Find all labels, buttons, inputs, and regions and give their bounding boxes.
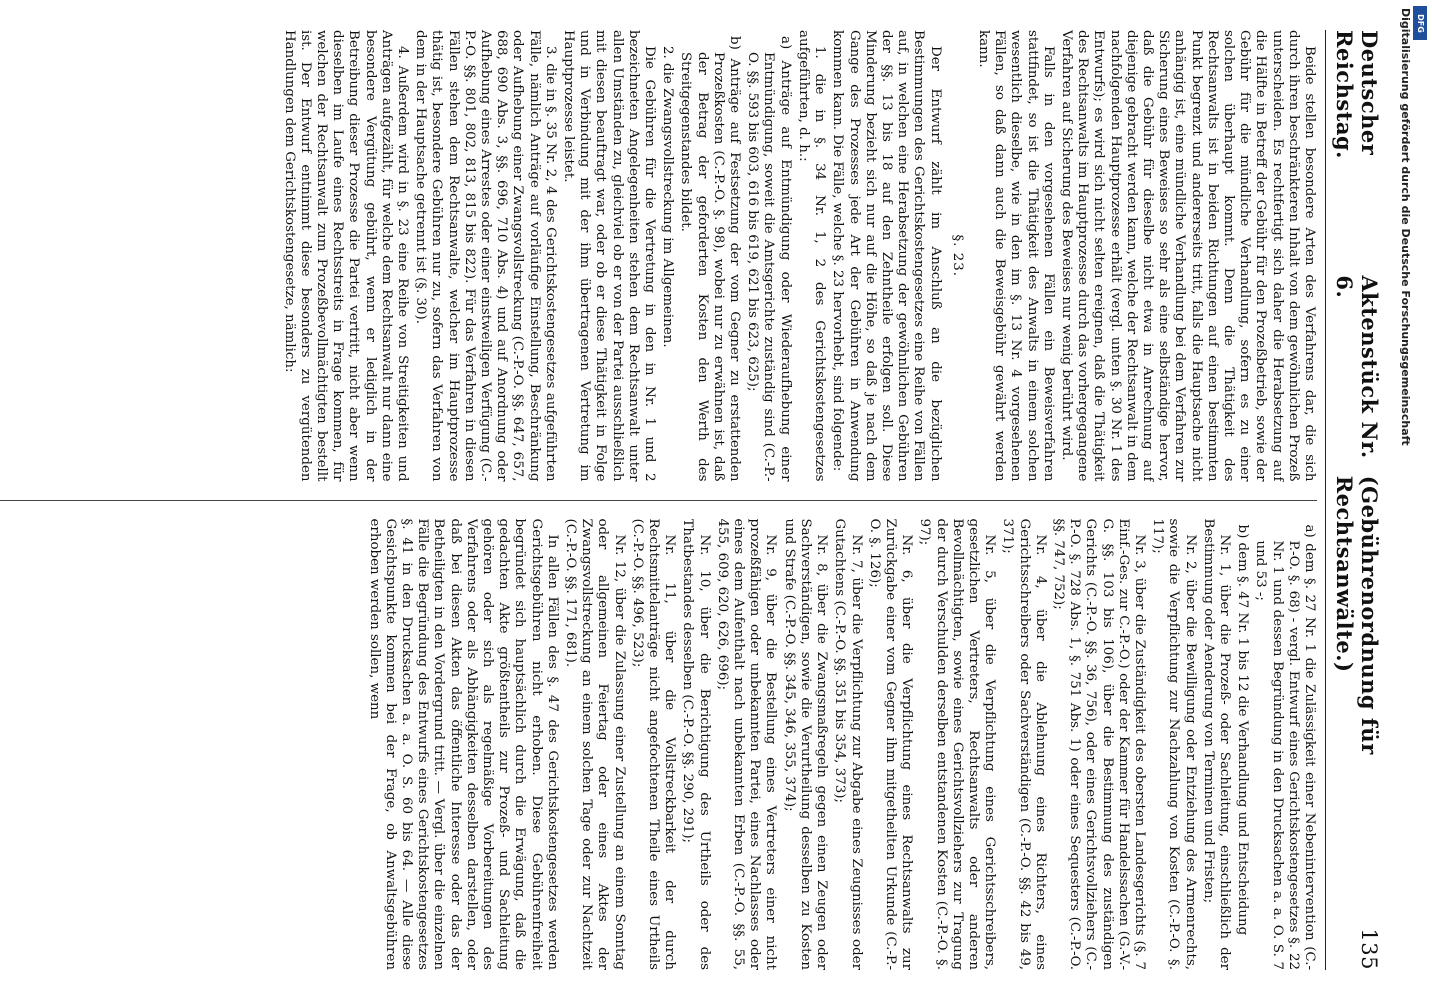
paragraph: 4. Außerdem wird in §. 23 eine Reihe von Streitigkeiten und Anträgen aufgezählt, für welche dem Rechtsanwalt nur dann eine besondere Vergütung gebührt, wenn er lediglich in der Betreibung dieser Prozesse die Partei vertritt, nicht aber wenn dieselben im Laufe eines Rechtsstreits in Frage kommen, für welchen der Rechtsanwalt zum Prozeßbevollmächtigten bestellt ist. Der Entwurf entnimmt diese besonders zu vergütenden Handlungen dem Gerichtskostengesetze, nämlich: <box>281 30 411 482</box>
paragraph: Nr. 7, über die Verpflichtung zur Abgabe eines Zeugnisses oder Gutachtens (C.-P.-O. §§. 351 bis 354, 373); <box>832 518 864 970</box>
header-right-title: (Gebührenordnung für Rechtsanwälte.) <box>1332 475 1382 755</box>
paragraph: Nr. 10, über die Berichtigung des Urtheils oder des Thatbestandes desselben (C.-P.-O. §§. 290, 291); <box>680 518 712 970</box>
column-divider <box>0 500 1317 501</box>
dfg-logo: DFG <box>1413 6 1427 40</box>
paragraph: §. 23. <box>949 234 965 277</box>
left-column <box>0 30 1317 482</box>
paragraph: a) Anträge auf Entmündigung oder Wiederaufhebung einer Entmündigung, soweit die Amtsgerichte zuständig sind (C.-P.-O. §§. 593 bis 603, 616 bis 619, 621 bis 623, 625); <box>745 36 793 482</box>
text-columns <box>0 30 1317 970</box>
right-column <box>0 519 1317 971</box>
paragraph: Nr. 12, über die Zulassung einer Zustellung an einem Sonntag oder allgemeinen Feiertag oder eines Aktes der Zwangsvollstreckung an einem solchen Tage oder zur Nachtzeit (C.-P.-O. §§. 171, 681). <box>563 518 627 970</box>
paragraph: Beide stellen besondere Arten des Verfahrens dar, die sich durch ihren beschränkteren Inhalt von dem gewöhnlichen Prozeß unterscheiden. Es rechtfertigt sich daher die Herabsetzung auf die Hälfte in Betreff der Gebühr für den Prozeßbetrieb, sowie der Gebühr für die mündliche Verhandlung, sofern es zu einer solchen überhaupt kommt. Denn die Thätigkeit des Rechtsanwalts ist in beiden Richtungen auf einen bestimmten Punkt begrenzt und andererseits tritt, falls die Hauptsache nicht anhängig ist, eine mündliche Verhandlung bei dem Verfahren zur Sicherung eines Beweises so sehr als eine selbständige hervor, daß die Gebühr für dieselbe nicht etwa in Anrechnung auf diejenige gebracht werden kann, welche der Rechtsanwalt in dem nachfolgenden Hauptprozesse erhält (vergl. unten §. 30 Nr. 1 des Entwurfs); es wird sich nicht selten ereignen, daß die Thätigkeit des Rechtsanwalts im Hauptprozesse durch das vorhergegangene Verfahren auf Sicherung des Beweises nur wenig berührt wird. <box>1058 30 1317 482</box>
paragraph: Nr. 1, über die Prozeß- oder Sachleitung, einschließlich der Bestimmung oder Aenderung von Terminen und Fristen; <box>1200 518 1232 970</box>
paragraph: a) dem §. 27 Nr. 1 die Zulässigkeit einer Nebenintervention (C.-P.-O. §. 68) - vergl. Entwurf eines Gerichtskostengesetzes §. 22 Nr. 1 und dessen Begründung in den Drucksachen a. a. O. S. 7 und 53 -; <box>1253 524 1317 970</box>
paragraph: b) dem §. 47 Nr. 1 bis 12 die Verhandlung und Entscheidung <box>1235 524 1251 936</box>
paragraph: 2. die Zwangsvollstreckung im Allgemeinen. <box>660 46 676 348</box>
header-left-title: Deutscher Reichstag. <box>1332 30 1382 159</box>
paragraph: Nr. 9, über die Bestellung eines Vertreters einer nicht prozeßfähigen oder unbekannten Partei, eines Nachlasses oder eines dem Aufenthalt nach unbekannten Erben (C.-P.-O. §§. 55, 455, 609, 620, 626, 696); <box>714 518 779 970</box>
paragraph: Nr. 4, über die Ablehnung eines Richters, eines Gerichtsschreibers oder Sachverständigen (C.-P.-O. §§. 42 bis 49, 371); <box>1000 518 1048 970</box>
header-document-number: Aktenstück Nr. 6. <box>1332 275 1382 459</box>
paragraph: In allen Fällen des §. 47 des Gerichtskostengesetzes werden Gerichtsgebühren nicht erhoben. Diese Gebührenfreiheit begründet sich hauptsächlich durch die Erwägung, daß die gedachten Akte größtentheils zur Prozeß- und Sachleitung gehören oder sich als regelmäßige Vorbereitungen des Verfahrens oder als Abhängigkeiten desselben darstellen, oder daß bei diesen Akten das öffentliche Interesse oder das der Betheiligten in den Vordergrund tritt. — Vergl. über die einzelnen Fälle die Begründung des Entwurfs eines Gerichtskostengesetzes §. 41 in den Drucksachen a. a. O. S. 60 bis 64. — Alle diese Gesichtspunkte kommen bei der Frage, ob Anwaltsgebühren erhoben werden sollen, wenn <box>366 518 560 970</box>
paragraph: Nr. 3, über die Zuständigkeit des obersten Landesgerichts (§. 7 Einf.-Ges. zur C.-P.-O.) oder der Kammer für Handelssachen (G.-V.-G. §§. 103 bis 106), über die Bestimmung des zuständigen Gerichts (C.-P.-O. §§. 36, 756), oder eines Gerichtsvollziehers (C.-P.-O. §. 728 Abs. 1, §. 751 Abs. 1) oder eines Sequesters (C.-P.-O. §§. 747, 752); <box>1050 518 1147 970</box>
page-header <box>1325 30 1382 970</box>
paragraph: b) Anträge auf Festsetzung der vom Gegner zu erstattenden Prozeßkosten (C.-P.-O. §. 98), wobei nur zu erwähnen ist, daß der Betrag der geforderten Kosten den Werth des Streitgegenstandes bildet. <box>678 36 743 482</box>
paragraph: Die Gebühren für die Vertretung in den in Nr. 1 und 2 bezeichneten Angelegenheiten stehen dem Rechtsanwalt unter allen Umständen zu, gleichviel ob er von der Partei ausschließlich mit diesen beauftragt war, oder ob er diese Thätigkeit in Folge und in Verbindung mit der ihm übertragenen Vertretung im Hauptprozesse leistet. <box>561 30 658 482</box>
paragraph: Der Entwurf zählt im Anschluß an die bezüglichen Bestimmungen des Gerichtskostengesetzes eine Reihe von Fällen auf, in welchen eine Herabsetzung der gewöhnlichen Gebühren der §§. 13 bis 18 auf den Zehntheile erfolgen soll. Diese Minderung bezieht sich nur auf die Höhe, so daß je nach dem Gange des Prozesses jede Art der Gebühren in Anwendung kommen kann. Die Fälle, welche §. 23 hervorhebt, sind folgende: <box>830 30 943 482</box>
paragraph: 3. die in §. 35 Nr. 2, 4 des Gerichtskostengesetzes aufgeführten Fälle, nämlich Anträge auf vorläufige Einstellung, Beschränkung oder Aufhebung einer Zwangsvollstreckung (C.-P.-O. §§. 647, 657, 688, 690 Abs. 3, §§. 696, 710 Abs. 4) und auf Anordnung oder Aufhebung eines Arrestes oder einer einstweiligen Verfügung (C.-P.-O. §§. 801, 802, 813, 815 bis 822). Für das Verfahren in diesen Fällen stehen dem Rechtsanwalte, welcher im Hauptprozesse thätig ist, besondere Gebühren nur zu, sofern das Verfahren von dem in der Hauptsache getrennt ist (§. 30). <box>413 30 558 482</box>
paragraph: Nr. 6, über die Verpflichtung eines Rechtsanwalts zur Zurückgabe einer vom Gegner ihm mitgetheilten Urkunde (C.-P.-O. §. 126); <box>866 518 915 970</box>
paragraph: Nr. 2, über die Bewilligung oder Entziehung des Armenrechts, sowie die Verpflichtung zur Nachzahlung von Kosten (C.-P.-O. §. 117); <box>1150 518 1198 970</box>
paragraph: Falls in den vorgesehenen Fällen ein Beweisverfahren stattfindet, so ist die Thätigkeit des Anwalts in einem solchen wesentlich dieselbe, wie in den im §. 13 Nr. 4 vorgesehenen Fällen, so daß dann auch die Beweisgebühr gewährt werden kann. <box>975 30 1056 482</box>
paragraph: Nr. 8, über die Zwangsmaßregeln gegen einen Zeugen oder Sachverständigen, sowie die Verurtheilung desselben zu Kosten und Strafe (C.-P.-O. §§. 345, 346, 355, 374); <box>781 518 830 970</box>
digitization-credit: Digitalisierung gefördert durch die Deutsche Forschungsgemeinschaft <box>1399 8 1412 446</box>
page-number: 135 <box>1357 928 1381 970</box>
paragraph: Nr. 11, über die Vollstreckbarkeit der durch Rechtsmittelanträge nicht angefochtenen Theile eines Urtheils (C.-P.-O. §§. 496, 523); <box>629 518 678 970</box>
paragraph: Nr. 5, über die Verpflichtung eines Gerichtsschreibers, gesetzlichen Vertreters, Rechtsanwalts oder anderen Bevollmächtigten, sowie eines Gerichtsvollziehers zur Tragung der durch Verschulden derselben entstandenen Kosten (C.-P.-O. §. 97); <box>917 518 998 970</box>
paragraph: 1. die in §. 34 Nr. 1, 2 des Gerichtskostengesetzes aufgeführten, d. h.: <box>795 30 828 482</box>
